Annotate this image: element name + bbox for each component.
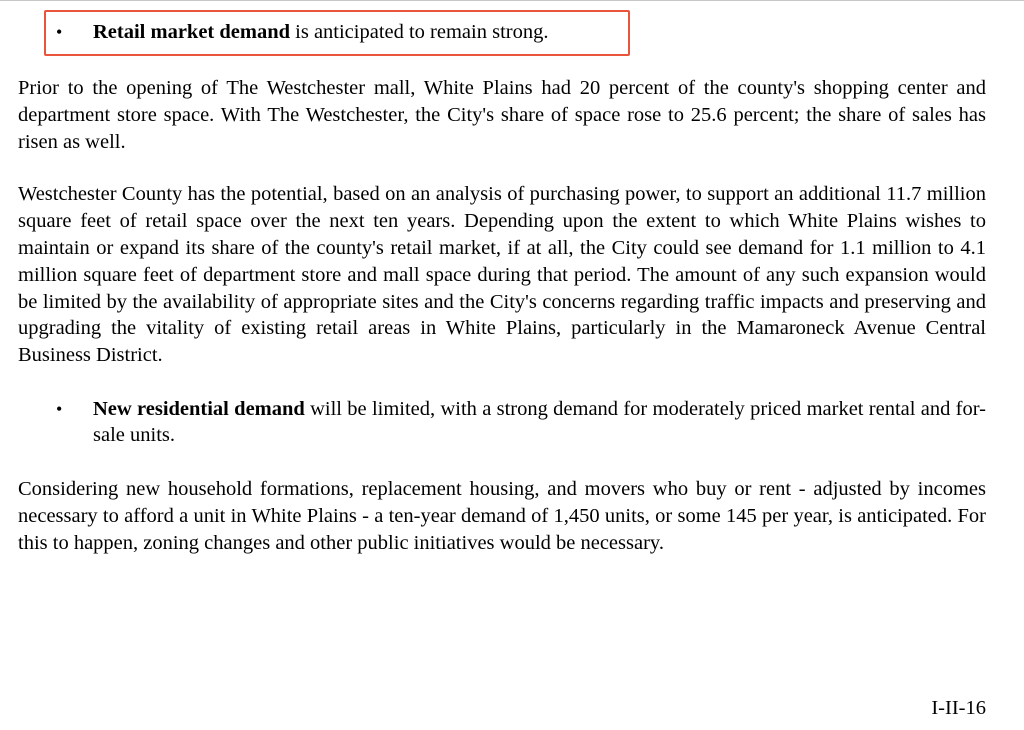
paragraph-county-potential: Westchester County has the potential, based on an analysis of purchasing power, to support an additional 11.7 million square feet of retail space over the next ten years. Depending upon the extent to which White Plains wishes to maintain or expand its share of the county's retail market, if at all, the City could see demand for 1.1 million to 4.1 million square feet of department store and mall space during that period. The amount of any such expansion would be limited by the availability of appropriate sites and the City's concerns regarding traffic impacts and preserving and upgrading the vitality of existing retail areas in White Plains, particularly in the Mamaroneck Avenue Central Business District.: [18, 183, 986, 367]
page-top-border: [0, 0, 1024, 1]
bullet-text: is anticipated to remain strong.: [290, 21, 549, 43]
bullet-bold-heading: Retail market demand: [93, 21, 291, 43]
bullet-marker: •: [56, 398, 63, 419]
bullet-retail-demand: [18, 14, 986, 57]
page-number: I-II-16: [931, 697, 986, 719]
highlight-box: [44, 10, 630, 56]
bullet-residential-demand: [18, 396, 986, 449]
bullet-marker: •: [56, 22, 63, 42]
bullet-bold-heading: New residential demand: [93, 397, 305, 420]
document-page: [18, 14, 986, 556]
paragraph-mall-share: Prior to the opening of The Westchester mall, White Plains had 20 percent of the county's shopping center and department store space. With The Westchester, the City's share of space rose to 25.6 percent; the share of sales has risen as well.: [18, 77, 986, 153]
paragraph-housing-demand: Considering new household formations, replacement housing, and movers who buy or rent - adjusted by incomes necessary to afford a unit in White Plains - a ten-year demand of 1,450 units, or some 145 per year, is anticipated. For this to happen, zoning changes and other public initiatives would be necessary.: [18, 477, 986, 554]
bullet-text: will be limited, with a strong demand for moderately priced market rental and for-sale units.: [93, 397, 986, 447]
